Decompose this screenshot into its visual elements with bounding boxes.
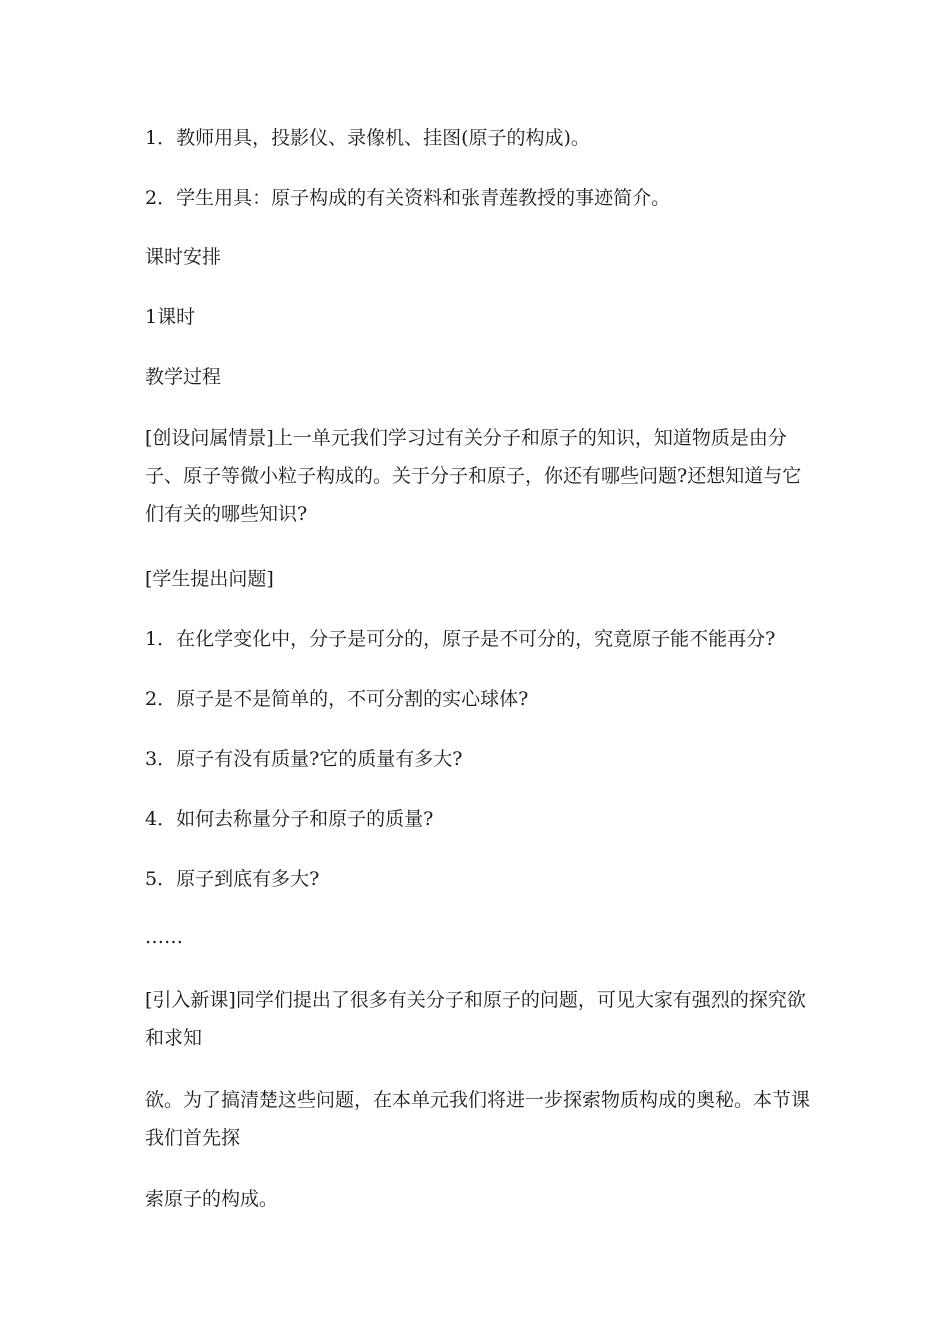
introduction-paragraph-1: [引入新课]同学们提出了很多有关分子和原子的问题，可见大家有强烈的探究欲和求知 — [145, 989, 806, 1049]
introduction-paragraph-2: 欲。为了搞清楚这些问题，在本单元我们将进一步探索物质构成的奥秘。本节课我们首先探 — [145, 1089, 811, 1149]
introduction-paragraph-3: 索原子的构成。 — [145, 1188, 279, 1210]
question-2: 2．原子是不是简单的，不可分割的实心球体? — [145, 688, 529, 710]
section-heading-schedule: 课时安排 — [145, 246, 222, 268]
schedule-value: 1课时 — [145, 306, 196, 328]
ellipsis: …… — [145, 926, 183, 948]
question-5: 5．原子到底有多大? — [145, 868, 320, 890]
scenario-paragraph: [创设问属情景]上一单元我们学习过有关分子和原子的知识，知道物质是由分子、原子等微小粒子构成的。关于分子和原子，你还有哪些问题?还想知道与它们有关的哪些知识? — [145, 427, 802, 525]
question-3: 3．原子有没有质量?它的质量有多大? — [145, 748, 463, 770]
materials-item-1: 1．教师用具，投影仪、录像机、挂图(原子的构成)。 — [145, 127, 590, 149]
question-4: 4．如何去称量分子和原子的质量? — [145, 808, 434, 830]
student-questions-heading: [学生提出问题] — [145, 568, 274, 590]
question-1: 1．在化学变化中，分子是可分的，原子是不可分的，究竟原子能不能再分? — [145, 628, 776, 650]
materials-item-2: 2．学生用具：原子构成的有关资料和张青莲教授的事迹简介。 — [145, 187, 671, 209]
section-heading-process: 教学过程 — [145, 366, 222, 388]
